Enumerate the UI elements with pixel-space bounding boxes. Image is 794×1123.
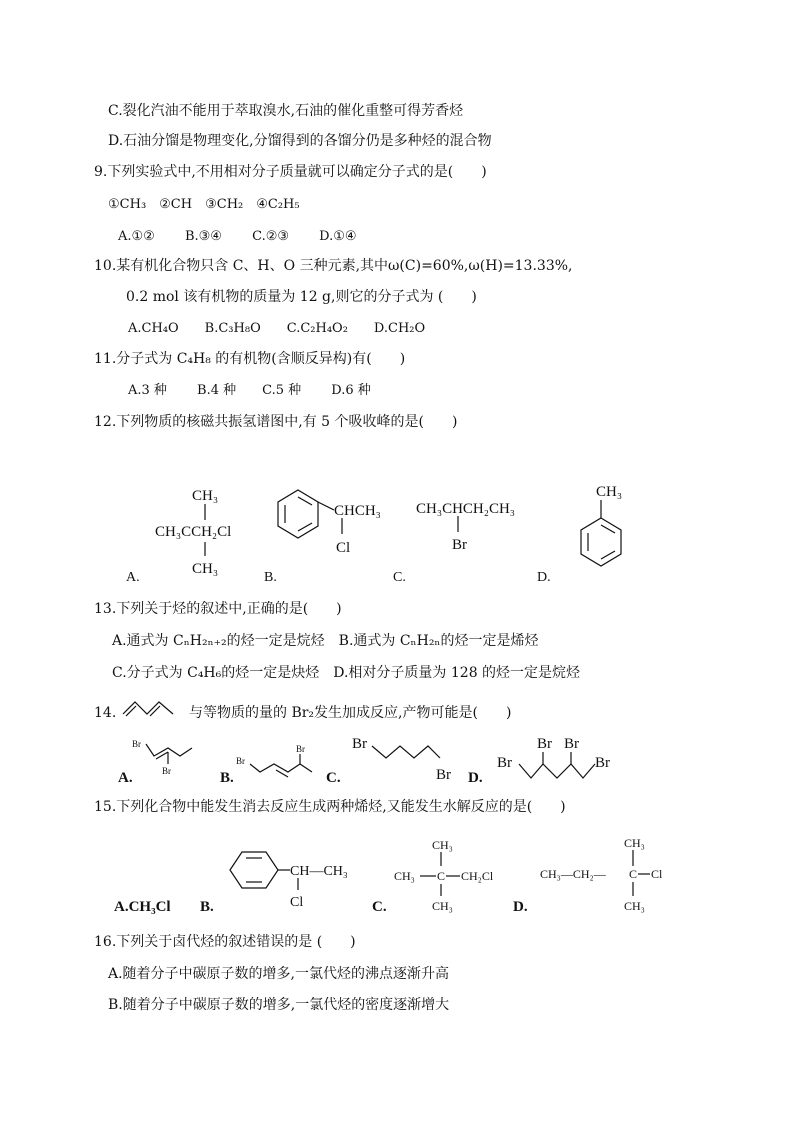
question-14-number: 14. <box>94 705 117 721</box>
q15-d-top: CH₃ <box>624 836 645 850</box>
q15-label-a: A.CH₃Cl <box>114 899 171 915</box>
q12-a-bot: CH₃ <box>192 561 219 577</box>
q10-options: A.CH₄O B.C₃H₈O C.C₂H₄O₂ D.CH₂O <box>128 321 426 336</box>
q15-d-left: CH₃—CH₂— <box>540 867 606 881</box>
q15-structure-c <box>394 836 514 916</box>
q12-b-main: CHCH₃ <box>334 503 381 519</box>
q13-options-cd: C.分子式为 C₄H₆的烃一定是炔烃 D.相对分子质量为 128 的烃一定是烷烃 <box>112 665 581 681</box>
q15-d-right: Cl <box>651 867 663 881</box>
q14-diene-skeleton <box>121 698 181 718</box>
q12-a-top: CH₃ <box>192 488 219 504</box>
q15-structure-b <box>224 842 374 912</box>
q12-label-c: C. <box>393 570 406 585</box>
q15-d-bot: CH₃ <box>624 899 645 913</box>
q14-structure-d <box>497 734 627 784</box>
question-11: 11.分子式为 C₄H₈ 的有机物(含顺反异构)有( ) <box>94 351 406 367</box>
q15-label-b: B. <box>200 899 214 915</box>
q12-structure-b <box>272 484 402 564</box>
q8-option-c: C.裂化汽油不能用于萃取溴水,石油的催化重整可得芳香烃 <box>108 103 464 119</box>
question-9: 9.下列实验式中,不用相对分子质量就可以确定分子式的是( ) <box>94 164 487 180</box>
question-10: 10.某有机化合物只含 C、H、O 三种元素,其中ω(C)=60%,ω(H)=13.33%, <box>94 258 573 274</box>
q14-d-br2: Br <box>564 736 579 752</box>
q14-c-br2: Br <box>436 767 451 783</box>
q12-structure-c <box>414 496 564 556</box>
q9-formulas: ①CH₃ ②CH ③CH₂ ④C₂H₅ <box>108 197 300 212</box>
q14-b-br1: Br <box>236 756 245 766</box>
q14-d-br4: Br <box>595 755 610 771</box>
q14-structure-c <box>352 734 462 784</box>
q15-b-main: CH—CH₃ <box>290 864 348 879</box>
question-13: 13.下列关于烃的叙述中,正确的是( ) <box>94 601 342 617</box>
q11-options: A.3 种 B.4 种 C.5 种 D.6 种 <box>128 383 371 398</box>
question-12: 12.下列物质的核磁共振氢谱图中,有 5 个吸收峰的是( ) <box>94 414 458 430</box>
q14-structure-a <box>132 736 202 781</box>
q12-structure-a <box>150 482 260 582</box>
q12-c-sub: Br <box>452 537 467 553</box>
q13-options-ab: A.通式为 CₙH₂ₙ₊₂的烃一定是烷烃 B.通式为 CₙH₂ₙ的烃一定是烯烃 <box>112 633 539 649</box>
q14-a-br1: Br <box>132 739 141 749</box>
q12-label-d: D. <box>537 570 551 585</box>
q16-option-b: B.随着分子中碳原子数的增多,一氯代烃的密度逐渐增大 <box>108 997 450 1013</box>
q15-structure-d <box>540 832 670 916</box>
q14-label-c: C. <box>326 770 341 786</box>
q16-option-a: A.随着分子中碳原子数的增多,一氯代烃的沸点逐渐升高 <box>108 966 450 982</box>
q14-d-br3: Br <box>497 755 512 771</box>
question-16: 16.下列关于卤代烃的叙述错误的是 ( ) <box>94 934 356 950</box>
q15-c-left: CH₃ <box>394 869 415 883</box>
q14-d-br1: Br <box>537 736 552 752</box>
q14-c-br1: Br <box>352 736 367 752</box>
question-14-text: 与等物质的量的 Br₂发生加成反应,产物可能是( ) <box>189 705 512 721</box>
q14-label-b: B. <box>220 770 234 786</box>
q12-structure-d <box>578 480 638 580</box>
q14-b-br2: Br <box>296 744 305 754</box>
q14-label-d: D. <box>468 770 483 786</box>
question-15: 15.下列化合物中能发生消去反应生成两种烯烃,又能发生水解反应的是( ) <box>94 799 566 815</box>
svg-text:C: C <box>437 869 446 883</box>
q12-label-b: B. <box>264 570 277 585</box>
svg-text:C: C <box>629 867 638 881</box>
q14-structure-b <box>236 744 316 788</box>
q15-b-sub: Cl <box>290 895 304 910</box>
q9-options: A.①② B.③④ C.②③ D.①④ <box>118 229 357 244</box>
q14-label-a: A. <box>118 770 133 786</box>
q15-c-top: CH₃ <box>432 838 453 852</box>
q12-c-main: CH₃CHCH₂CH₃ <box>416 501 516 517</box>
q8-option-d: D.石油分馏是物理变化,分馏得到的各馏分仍是多种烃的混合物 <box>108 133 492 149</box>
q15-c-bot: CH₃ <box>432 899 453 913</box>
q15-label-d: D. <box>513 899 528 915</box>
q12-label-a: A. <box>126 570 140 585</box>
question-10-cont: 0.2 mol 该有机物的质量为 12 g,则它的分子式为 ( ) <box>126 289 477 305</box>
q12-d-top: CH₃ <box>596 484 623 500</box>
q15-c-right: CH₂Cl <box>461 869 494 883</box>
q12-a-mid: CH₃CCH₂Cl <box>155 524 232 540</box>
q14-a-br2: Br <box>162 766 171 776</box>
q12-b-sub: Cl <box>336 540 351 556</box>
q15-label-c: C. <box>372 899 387 915</box>
